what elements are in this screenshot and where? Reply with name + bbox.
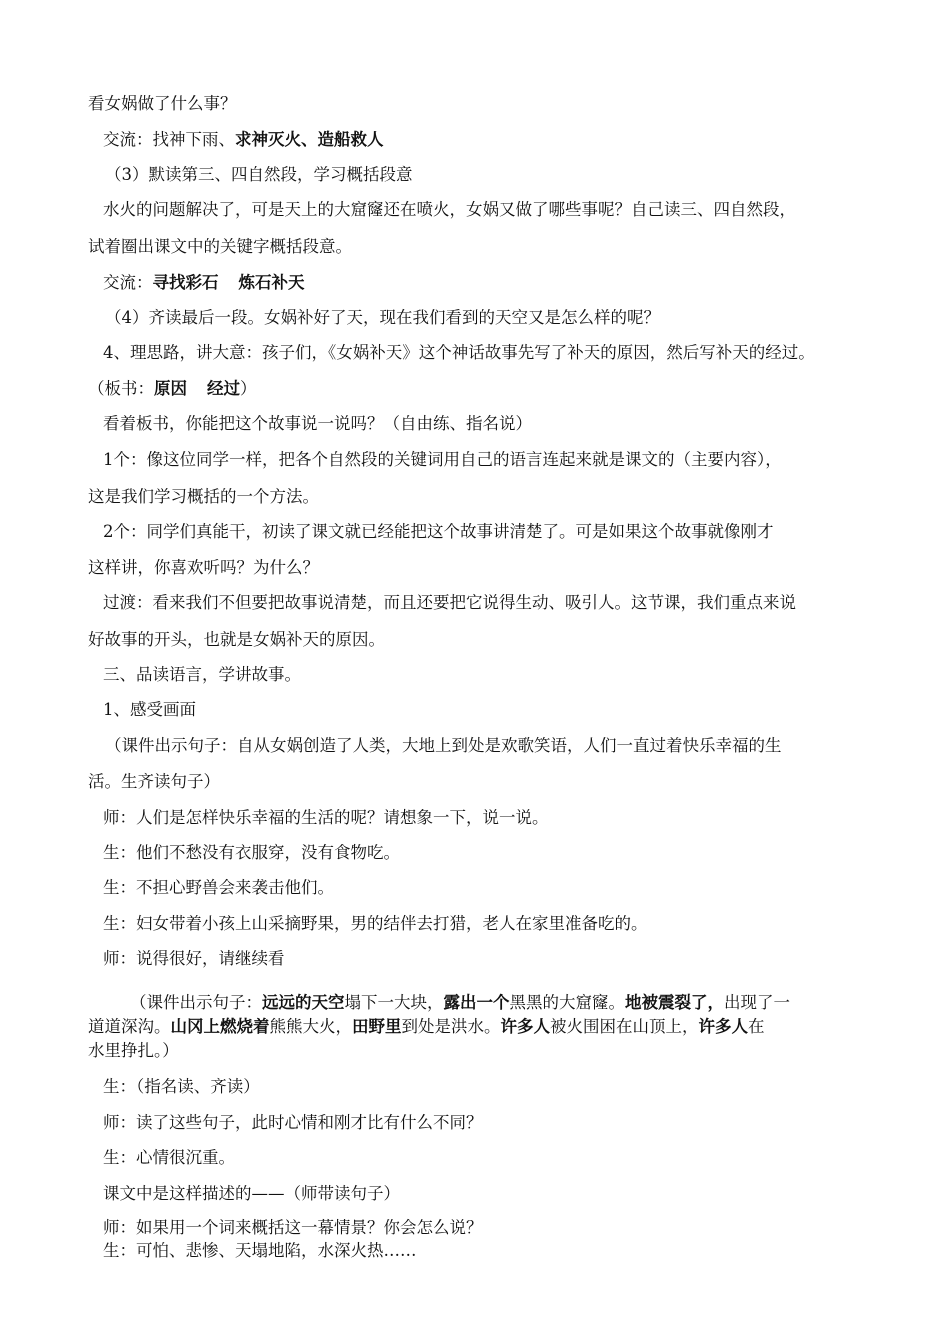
text-line: 2个：同学们真能干，初读了课文就已经能把这个故事讲清楚了。可是如果这个故事就像刚才 <box>103 522 774 541</box>
text-line: 交流：找神下雨、求神灭火、造船救人 <box>103 130 384 149</box>
text-line: 生：妇女带着小孩上山采摘野果，男的结伴去打猎，老人在家里准备吃的。 <box>103 914 648 933</box>
bold-phrase: 许多人 <box>500 1017 550 1036</box>
bold-phrase: 山冈上燃烧着 <box>170 1017 270 1036</box>
text-line: （4）齐读最后一段。女娲补好了天，现在我们看到的天空又是怎么样的呢？ <box>105 308 660 327</box>
bold-phrase: 地被震裂了， <box>625 993 724 1012</box>
quote-line: 水里挣扎。） <box>88 1041 179 1060</box>
text-line: 生：可怕、悲惨、天塌地陷，水深火热…… <box>103 1241 417 1260</box>
text-line: 师：说得很好，请继续看 <box>103 949 285 968</box>
bold-phrase: 经过 <box>207 379 240 398</box>
text-line: 师：读了这些句子，此时心情和刚才比有什么不同？ <box>103 1113 483 1132</box>
bold-phrase: 炼石补天 <box>238 273 305 292</box>
text-line: 师：人们是怎样快乐幸福的生活的呢？请想象一下，说一说。 <box>103 808 549 827</box>
text-line: （板书：原因 经过） <box>88 379 257 398</box>
bold-phrase: 远远的天空 <box>262 993 345 1012</box>
text-line: 4、理思路，讲大意：孩子们，《女娲补天》这个神话故事先写了补天的原因，然后写补天的经过。 <box>103 343 815 362</box>
text-line: （课件出示句子：自从女娲创造了人类，大地上到处是欢歌笑语，人们一直过着快乐幸福的生 <box>105 736 782 755</box>
text-line: 活。生齐读句子） <box>88 772 220 791</box>
text-line: 生：他们不愁没有衣服穿，没有食物吃。 <box>103 843 400 862</box>
bold-phrase: 寻找彩石 <box>152 273 219 292</box>
text-line: 过渡：看来我们不但要把故事说清楚，而且还要把它说得生动、吸引人。这节课，我们重点来说 <box>103 593 796 612</box>
text-line: 看着板书，你能把这个故事说一说吗？（自由练、指名说） <box>103 414 532 433</box>
text-line: （3）默读第三、四自然段，学习概括段意 <box>105 165 413 184</box>
bold-phrase: 求神灭火、造船救人 <box>235 130 384 149</box>
text-line: 交流：寻找彩石 炼石补天 <box>103 273 305 292</box>
text-line: 课文中是这样描述的——（师带读句子） <box>103 1184 400 1203</box>
text-line: 1个：像这位同学一样，把各个自然段的关键词用自己的语言连起来就是课文的（主要内容）， <box>103 450 782 469</box>
text-line: 生：心情很沉重。 <box>103 1148 235 1167</box>
text-line: 看女娲做了什么事？ <box>88 94 237 113</box>
text-line: 这样讲，你喜欢听吗？为什么？ <box>88 558 319 577</box>
text-line: 好故事的开头，也就是女娲补天的原因。 <box>88 630 385 649</box>
text-line: 试着圈出课文中的关键字概括段意。 <box>88 237 352 256</box>
text-line: 水火的问题解决了，可是天上的大窟窿还在喷火，女娲又做了哪些事呢？自己读三、四自然段， <box>103 200 796 219</box>
text-line: 生：（指名读、齐读） <box>103 1077 260 1096</box>
text-line: 这是我们学习概括的一个方法。 <box>88 487 319 506</box>
quote-line: 道道深沟。山冈上燃烧着熊熊大火，田野里到处是洪水。许多人被火围困在山顶上，许多人在 <box>88 1017 765 1036</box>
bold-phrase: 田野里 <box>352 1017 402 1036</box>
text-line: 生：不担心野兽会来袭击他们。 <box>103 878 334 897</box>
text-line: 师：如果用一个词来概括这一幕情景？你会怎么说？ <box>103 1218 483 1237</box>
quote-line: （课件出示句子：远远的天空塌下一大块，露出一个黑黑的大窟窿。地被震裂了，出现了一 <box>130 993 790 1012</box>
text-line: 1、感受画面 <box>103 700 196 719</box>
bold-phrase: 原因 <box>154 379 187 398</box>
text-line: 三、品读语言，学讲故事。 <box>103 665 301 684</box>
bold-phrase: 许多人 <box>698 1017 748 1036</box>
bold-phrase: 露出一个 <box>443 993 510 1012</box>
